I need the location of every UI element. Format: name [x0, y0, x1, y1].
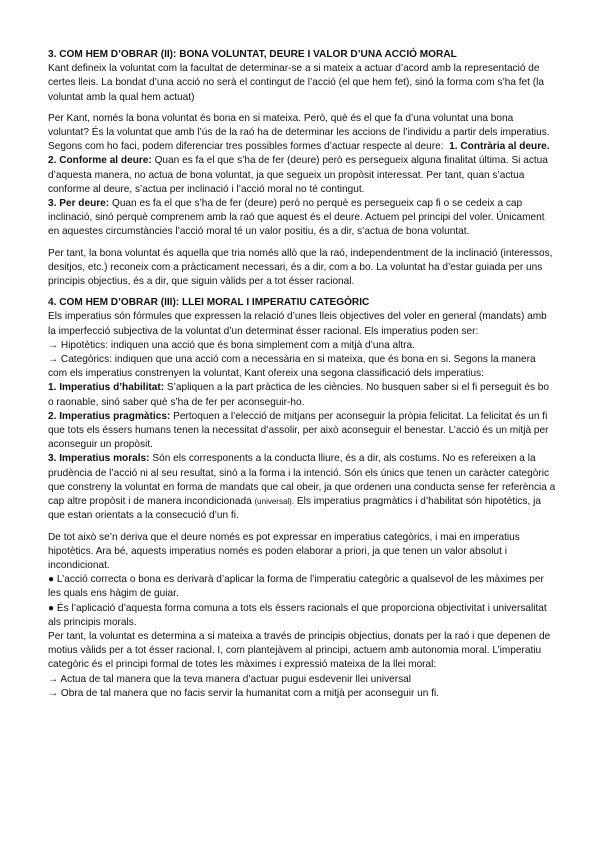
imperatiu-pragmatic-item	[48, 410, 556, 453]
bullet-item-1: ● L’acció correcta o bona es derivarà d’aplicar la forma de l’imperatiu categòric a qualsevol de les màximes per les quals ens hàgim de guiar.	[48, 574, 544, 600]
imperatiu-habilitat-label: 1. Imperatius d’habilitat:	[48, 382, 165, 394]
imperatiu-moral-tail: Els imperatius pragmàtics i d’habilitat són hipotètics, ja que estan orientats a la consecució d’un fi.	[48, 496, 541, 522]
imperatiu-pragmatic-label: 2. Imperatius pragmàtics:	[48, 410, 171, 422]
section-3-paragraph-2-text: Per Kant, només la bona voluntat és bona en si mateixa. Però, què és el que fa d’una voluntat una bona voluntat? És la voluntat que amb l’ús de la raó ha de determinar les accions de l’individu a partir dels imperatius. Segons com ho faci, podem diferenciar tres possibles formes d’actuar respecte al deure:	[48, 112, 550, 153]
per-deure-text: Quan es fa el que s’ha de fer (deure) però no perquè es persegueix cap fi o se cedeix a cap inclinació, sinó perquè comprenem amb la raó que aquest és el deure. Actuem pel principi del voler. Únicament en aquestes circumstàncies l’acció moral té un valor positiu, és a dir, s’actua de bona voluntat.	[48, 198, 545, 238]
bullet-item-2: ● És l’aplicació d’aquesta forma comuna a tots els éssers racionals el que proporciona objectivitat i universalitat als principis morals.	[48, 602, 547, 628]
imperatiu-moral-label: 3. Imperatius morals:	[48, 453, 150, 465]
section-3-title: 3. COM HEM D’OBRAR (II): BONA VOLUNTAT, DEURE I VALOR D’UNA ACCIÓ MORAL	[48, 49, 457, 60]
document-page	[48, 48, 556, 701]
hypothetical-arrow-item: → Hipotètics: indiquen una acció que és bona simplement com a mitjà d’una altra.	[48, 339, 415, 351]
section-3-paragraph-3: Per tant, la bona voluntat és aquella que tria només allò que la raó, independentment de la inclinació (interessos, desitjos, etc.) reconeix com a pràcticament necessari, és a dir, com a bo. La voluntat ha d’estar guiada per uns principis objectius, és a dir, que siguin vàlids per a tot ésser racional.	[48, 247, 553, 288]
conforme-deure-item	[48, 154, 556, 197]
conforme-deure-label: 2. Conforme al deure:	[48, 155, 152, 167]
per-deure-label: 3. Per deure:	[48, 198, 110, 210]
section-3-paragraph-1: Kant defineix la voluntat com la facultat de determinar-se a si mateix a actuar d’acord amb la representació de certes lleis. La bondat d’una acció no serà el contingut de l’acció (el que hem fet), sinó la forma com s’ha fet (la voluntat amb la qual hem actuat)	[48, 63, 544, 103]
imperatiu-habilitat-item	[48, 381, 556, 409]
universal-note: (universal).	[254, 497, 295, 507]
imperatiu-habilitat-text: S’apliquen a la part pràctica de les ciències. No busquen saber si el fi perseguit és bo o raonable, sinó saber què s’ha de fer per aconseguir-ho.	[48, 382, 550, 408]
section-4-paragraph-1: Els imperatius són fórmules que expressen la relació d’unes lleis objectives del voler en general (mandats) amb la imperfecció subjectiva de la voluntat d’un determinat ésser racional. Els imperatius poden ser:	[48, 311, 547, 337]
categorical-arrow-item: → Categòrics: indiquen que una acció com a necessària en si mateixa, que és bona en si. Segons la manera com els imperatius constrenyen la voluntat, Kant ofereix una segona classificació dels imperatius:	[48, 354, 536, 380]
section-4-paragraph-2: De tot això se’n deriva que el deure només es pot expressar en imperatius categòrics, i mai en imperatius hipotètics. Ara bé, aquests imperatius només es poden elaborar a priori, ja que tenen un valor absolut i incondicionat.	[48, 531, 520, 571]
section-4-paragraph-3: Per tant, la voluntat es determina a si mateixa a través de principis objectius, donats per la raó i que depenen de motius vàlids per a tot ésser racional. I, com plantejàvem al principi, actuem amb autonomia moral. L’imperatiu categòric és el principi formal de totes les màximes i expressió mateixa de la llei moral:	[48, 630, 551, 671]
per-deure-item	[48, 197, 556, 240]
imperatiu-moral-text: Són els corresponents a la conducta lliure, és a dir, als costums. No es refereixen a la prudència de l’acció ni al seu resultat, sinó a la forma i la intenció. Són els únics que tenen un caràcter categòric que constreny la voluntat en forma de mandats que cal obeir, ja que ordenen una conducta sense fer referència a cap altre propòsit i de manera incondicionada	[48, 453, 556, 508]
imperatiu-pragmatic-text: Pertoquen a l’elecció de mitjans per aconseguir la pròpia felicitat. La felicitat és un fi que tots els éssers humans tenen la necessitat d’assolir, per això aconseguir el benestar. L’acció és un mitjà per aconseguir un propòsit.	[48, 410, 549, 451]
conforme-deure-text: Quan es fa el que s’ha de fer (deure) però es persegueix alguna finalitat última. Si actua d’aquesta manera, no actua de bona voluntat, ja que segueix un propòsit interessat. Per tant, quan s’actua conforme al deure, s’actua per inclinació i l’acció moral no té contingut.	[48, 155, 548, 195]
section-3-paragraph-2	[48, 112, 556, 155]
imperatiu-moral-item	[48, 452, 556, 523]
final-arrow-item-1: → Actua de tal manera que la teva manera d’actuar pugui esdevenir llei universal	[48, 673, 412, 685]
contrary-to-duty-label: 1. Contrària al deure.	[449, 141, 550, 153]
final-arrow-item-2: → Obra de tal manera que no facis servir la humanitat com a mitjà per aconseguir un fi.	[48, 687, 440, 699]
section-4-title: 4. COM HEM D’OBRAR (III): LLEI MORAL I IMPERATIU CATEGÒRIC	[48, 297, 370, 309]
